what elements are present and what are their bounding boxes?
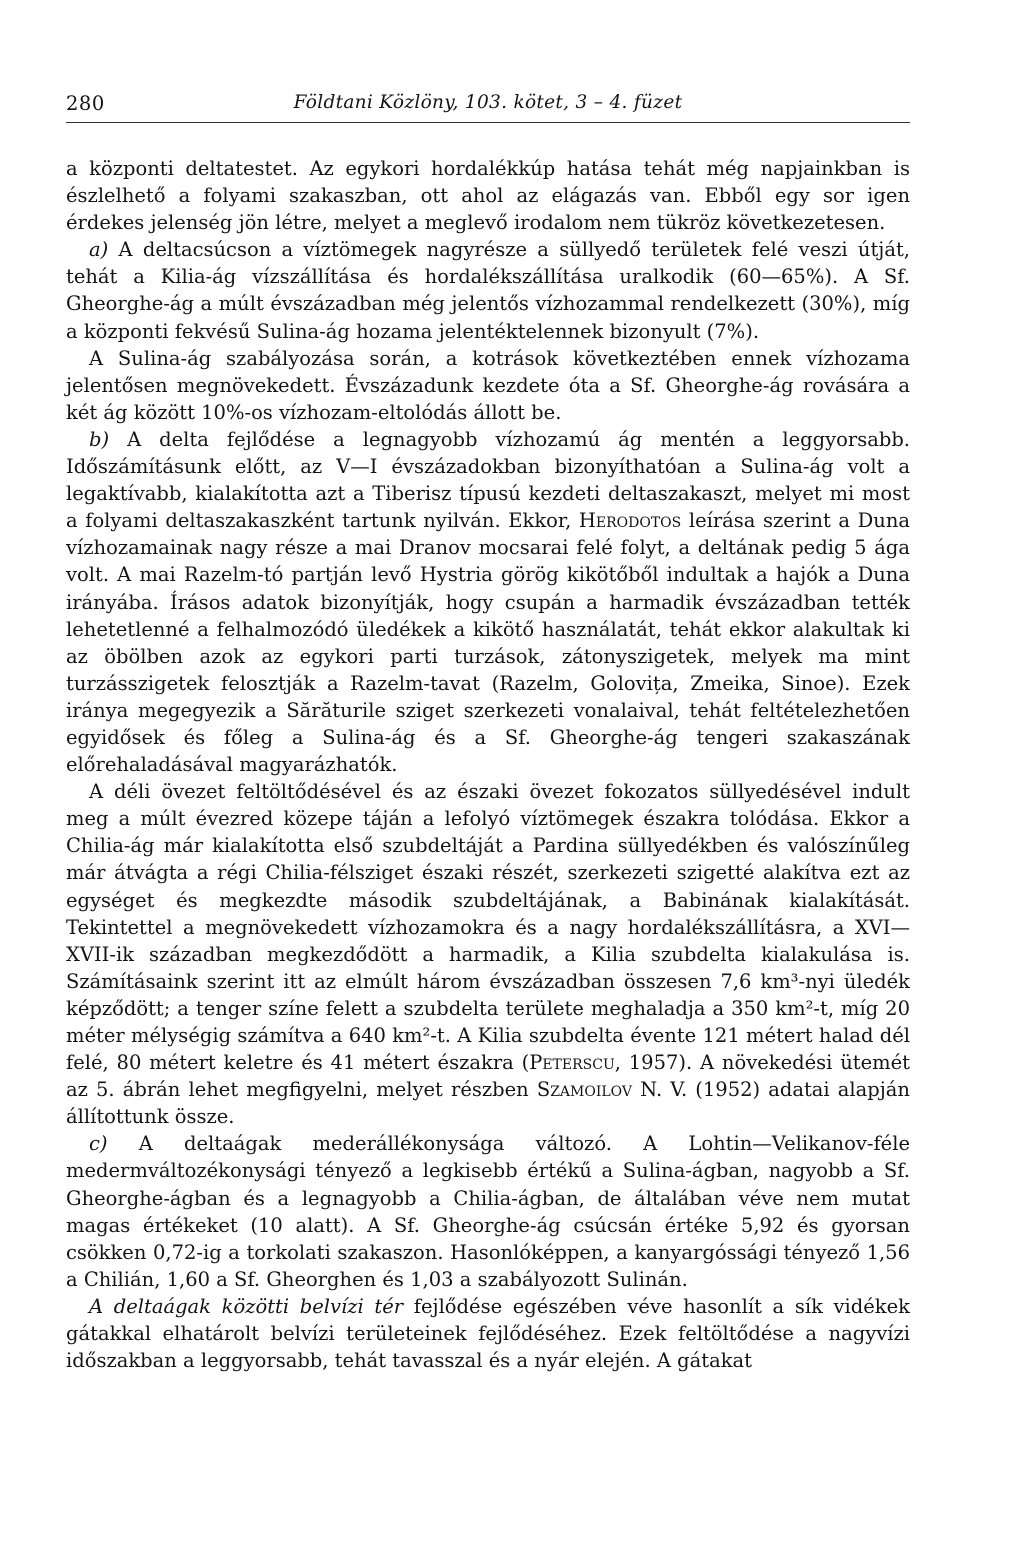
header-rule [66, 122, 910, 123]
author-name: Peterscu [529, 1051, 615, 1075]
text-run: N. V. (1952) adatai alapján állítottunk össze. [66, 1078, 910, 1129]
running-title: Földtani Közlöny, 103. kötet, 3 – 4. füzet [293, 92, 683, 113]
paragraph [66, 778, 910, 1130]
body-text [66, 155, 910, 1374]
list-marker: c) [89, 1132, 108, 1156]
text-run: leírása szerint a Duna vízhozamainak nagy része a mai Dranov mocsarai felé folyt, a deltának pedig 5 ága volt. A mai Razelm-tó partján levő Hystria görög kikötőből indultak a hajók a Duna irányába. Írásos adatok bizonyítják, hogy csupán a harmadik évszázadban tették lehetetlenné a felhalmozódó üledékek a kikötő használatát, tehát ekkor alakultak ki az öbölben azok az egykori parti turzások, zátonyszigetek, melyek ma mint turzásszigetek felosztják a Razelm-tavat (Razelm, Golovița, Zmeika, Sinoe). Ezek iránya megegyezik a Sărăturile sziget szerkezeti vonalaival, tehát feltételezhetően egyidősek és főleg a Sulina-ág és a Sf. Gheorghe-ág tengeri szakaszának előrehaladásával magyarázhatók. [66, 509, 910, 777]
list-marker: a) [89, 238, 109, 262]
text-run: fejlődése egészében véve hasonlít a sík vidékek gátakkal elhatárolt belvízi területeinek fejlődéséhez. Ezek feltöltődése a nagyvízi időszakban a leggyorsabb, tehát tavasszal és a nyár elején. A gátakat [66, 1294, 910, 1373]
author-name: Herodotos [578, 509, 682, 533]
paragraph [66, 1130, 910, 1293]
italic-phrase: A deltaágak közötti belvízi tér [89, 1294, 404, 1318]
paragraph [66, 236, 910, 344]
text-run: A deltacsúcson a víztömegek nagyrésze a süllyedő területek felé veszi útját, tehát a Kilia-ág vízszállítása és hordalékszállítása uralkodik (60—65%). A Sf. Gheorghe-ág a múlt évszázadban még jelentős vízhozammal rendelkezett (30%), míg a központi fekvésű Sulina-ág hozama jelentéktelennek bizonyult (7%). [66, 238, 910, 343]
page-header [66, 92, 910, 124]
text-run: A delta fejlődése a legnagyobb vízhozamú ág mentén a leggyorsabb. Időszámításunk előtt, az V—I évszázadokban bizonyíthatóan a Sulina-ág volt a legaktívabb, kialakította azt a Tiberisz típusú kezdeti deltaszakaszt, melyet mi most a folyami deltaszakaszként tartunk nyilván. Ekkor, [66, 427, 910, 533]
paragraph [66, 345, 910, 426]
text-run: A déli övezet feltöltődésével és az északi övezet fokozatos süllyedésével indult meg a múlt évezred közepe táján a lefolyó víztömegek északra tolódása. Ekkor a Chilia-ág már kialakította első szubdeltáját a Pardina süllyedékben és valószínűleg már átvágta a régi Chilia-félsziget északi részét, szerkezeti szigetté alakítva ezt az egységet és megkezdte második szubdeltájának, a Babinának kialakítását. Tekintettel a megnövekedett vízhozamokra és a nagy hordalékszállításra, a XVI—XVII-ik században megkezdődött a harmadik, a Kilia szubdelta kialakulása is. Számításaink szerint itt az elmúlt három évszázadban összesen 7,6 km³-nyi üledék képződött; a tenger színe felett a szubdelta területe meghaladja a 350 km²-t, míg 20 méter mélységig számítva a 640 km²-t. A Kilia szubdelta évente 121 métert halad dél felé, 80 métert keletre és 41 métert északra ( [66, 780, 910, 1075]
author-name: Szamoilov [536, 1078, 633, 1102]
page-number: 280 [66, 92, 105, 115]
list-marker: b) [89, 427, 110, 451]
paragraph [66, 1293, 910, 1374]
text-run: A Sulina-ág szabályozása során, a kotrások következtében ennek vízhozama jelentősen megnövekedett. Évszázadunk kezdete óta a Sf. Gheorghe-ág rovására a két ág között 10%-os vízhozam-eltolódás állott be. [66, 346, 910, 424]
text-run: , 1957). A növekedési ütemét az 5. ábrán lehet megfigyelni, melyet részben [66, 1051, 910, 1102]
text-run: a központi deltatestet. Az egykori hordalékkúp hatása tehát még napjainkban is észlelhető a folyami szakaszban, ott ahol az elágazás van. Ebből egy sor igen érdekes jelenség jön létre, melyet a meglevő irodalom nem tükröz következetesen. [66, 157, 910, 235]
paragraph [66, 426, 910, 778]
paragraph [66, 155, 910, 236]
text-run: A deltaágak mederállékonysága változó. A Lohtin—Velikanov-féle medermváltozékonysági tényező a legkisebb értékű a Sulina-ágban, nagyobb a Sf. Gheorghe-ágban és a legnagyobb a Chilia-ágban, de általában véve nem mutat magas értékeket (10 alatt). A Sf. Gheorghe-ág csúcsán értéke 5,92 és gyorsan csökken 0,72-ig a torkolati szakaszon. Hasonlóképpen, a kanyargóssági tényező 1,56 a Chilián, 1,60 a Sf. Gheorghen és 1,03 a szabályozott Sulinán. [66, 1132, 910, 1291]
